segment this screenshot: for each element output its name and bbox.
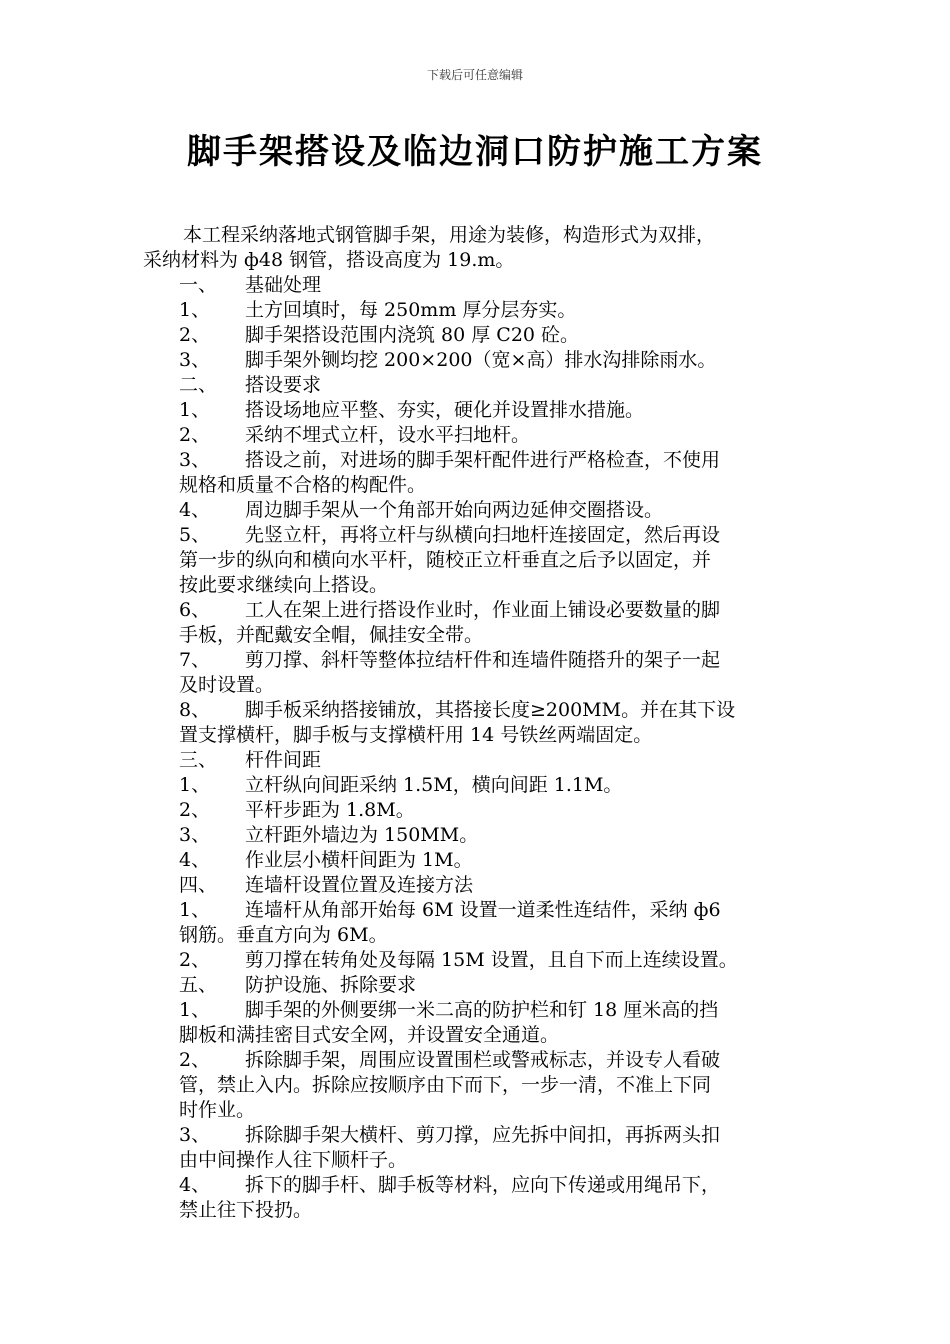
list-item	[179, 798, 823, 823]
document-title: 脚手架搭设及临边洞口防护施工方案	[187, 132, 763, 172]
list-item-number: 一、	[179, 274, 218, 296]
list-item-number: 1、	[179, 999, 211, 1021]
list-item-text: 搭设场地应平整、夯实，硬化并设置排水措施。	[245, 399, 645, 421]
list-item	[179, 373, 823, 398]
list-item	[179, 998, 823, 1023]
list-item	[179, 898, 823, 923]
list-item-number: 五、	[179, 974, 218, 996]
list-item	[179, 948, 823, 973]
list-item	[179, 823, 823, 848]
list-item-continuation: 钢筋。垂直方向为 6M。	[179, 924, 388, 946]
list-item	[179, 1173, 823, 1198]
list-item-number: 8、	[179, 699, 211, 721]
list-item-text: 防护设施、拆除要求	[245, 974, 417, 996]
list-item-continuation: 由中间操作人往下顺杆子。	[179, 1149, 408, 1171]
list-item	[179, 348, 823, 373]
list-item-number: 3、	[179, 449, 211, 471]
list-item-text: 连墙杆设置位置及连接方法	[245, 874, 474, 896]
list-item-text: 作业层小横杆间距为 1M。	[245, 849, 473, 871]
list-item-continuation: 管，禁止入内。拆除应按顺序由下而下，一步一清，不准上下同	[179, 1074, 712, 1096]
list-item	[179, 273, 823, 298]
list-item-text: 土方回填时，每 250mm 厚分层夯实。	[245, 299, 577, 321]
list-item	[179, 423, 823, 448]
list-item-continuation: 第一步的纵向和横向水平杆，随校正立杆垂直之后予以固定，并	[179, 549, 712, 571]
list-item	[179, 498, 823, 523]
list-item-text: 脚手架搭设范围内浇筑 80 厚 C20 砼。	[245, 324, 580, 346]
list-item-number: 4、	[179, 1174, 211, 1196]
list-item-continuation: 按此要求继续向上搭设。	[179, 574, 389, 596]
list-item-text: 连墙杆从角部开始每 6M 设置一道柔性连结件，采纳 ф6	[245, 899, 721, 921]
list-item	[179, 448, 823, 473]
list-item-number: 2、	[179, 324, 211, 346]
list-item-number: 二、	[179, 374, 218, 396]
list-item	[179, 848, 823, 873]
list-item-text: 立杆纵向间距采纳 1.5M，横向间距 1.1M。	[245, 774, 623, 796]
list-item-text: 脚手板采纳搭接铺放，其搭接长度≥200MM。并在其下设	[245, 699, 736, 721]
list-item-number: 三、	[179, 749, 218, 771]
list-item-text: 先竖立杆，再将立杆与纵横向扫地杆连接固定，然后再设	[245, 524, 721, 546]
list-item	[179, 323, 823, 348]
list-item-text: 采纳不埋式立杆，设水平扫地杆。	[245, 424, 531, 446]
list-item	[179, 298, 823, 323]
list-item-number: 1、	[179, 899, 211, 921]
list-item-number: 3、	[179, 349, 211, 371]
list-item-continuation: 脚板和满挂密目式安全网，并设置安全通道。	[179, 1024, 560, 1046]
list-item	[179, 523, 823, 548]
list-item-number: 1、	[179, 299, 211, 321]
list-item	[179, 698, 823, 723]
list-item-text: 拆除脚手架大横杆、剪刀撑，应先拆中间扣，再拆两头扣	[245, 1124, 721, 1146]
list-item-continuation: 规格和质量不合格的构配件。	[179, 474, 427, 496]
list-item	[179, 1123, 823, 1148]
list-item-text: 杆件间距	[245, 749, 322, 771]
list-item-text: 搭设之前，对进场的脚手架杆配件进行严格检查，不使用	[245, 449, 721, 471]
list-item-continuation: 禁止往下投扔。	[179, 1199, 313, 1221]
list-item	[179, 973, 823, 998]
list-item-number: 5、	[179, 524, 211, 546]
list-item-number: 四、	[179, 874, 218, 896]
numbered-list	[143, 273, 823, 1223]
list-item-text: 周边脚手架从一个角部开始向两边延伸交圈搭设。	[245, 499, 664, 521]
list-item-number: 2、	[179, 1049, 211, 1071]
list-item-text: 剪刀撑在转角处及每隔 15M 设置，且自下而上连续设置。	[245, 949, 738, 971]
list-item-continuation: 手板，并配戴安全帽，佩挂安全带。	[179, 624, 484, 646]
list-item	[179, 1048, 823, 1073]
intro-line-2: 采纳材料为 ф48 钢管，搭设高度为 19.m。	[143, 249, 515, 271]
list-item-number: 3、	[179, 1124, 211, 1146]
list-item-number: 2、	[179, 799, 211, 821]
list-item-number: 4、	[179, 499, 211, 521]
list-item-text: 搭设要求	[245, 374, 322, 396]
list-item	[179, 873, 823, 898]
header-note: 下载后可任意编辑	[426, 68, 523, 82]
document-body	[143, 223, 823, 1223]
list-item	[179, 398, 823, 423]
list-item-number: 2、	[179, 949, 211, 971]
list-item-text: 剪刀撑、斜杆等整体拉结杆件和连墙件随搭升的架子一起	[245, 649, 721, 671]
list-item-number: 6、	[179, 599, 211, 621]
list-item-text: 平杆步距为 1.8M。	[245, 799, 415, 821]
list-item-text: 脚手架的外侧要绑一米二高的防护栏和钉 18 厘米高的挡	[245, 999, 719, 1021]
list-item-number: 1、	[179, 399, 211, 421]
list-item-continuation: 时作业。	[179, 1099, 256, 1121]
list-item-text: 工人在架上进行搭设作业时，作业面上铺设必要数量的脚	[245, 599, 721, 621]
list-item	[179, 648, 823, 673]
list-item	[179, 773, 823, 798]
list-item-text: 基础处理	[245, 274, 322, 296]
list-item-text: 立杆距外墙边为 150MM。	[245, 824, 479, 846]
list-item	[179, 748, 823, 773]
list-item-continuation: 及时设置。	[179, 674, 275, 696]
list-item-continuation: 置支撑横杆，脚手板与支撑横杆用 14 号铁丝两端固定。	[179, 724, 653, 746]
list-item-number: 4、	[179, 849, 211, 871]
list-item-number: 1、	[179, 774, 211, 796]
list-item-number: 7、	[179, 649, 211, 671]
list-item-number: 2、	[179, 424, 211, 446]
list-item-text: 拆下的脚手杆、脚手板等材料，应向下传递或用绳吊下，	[245, 1174, 721, 1196]
list-item	[179, 598, 823, 623]
list-item-text: 拆除脚手架，周围应设置围栏或警戒标志，并设专人看破	[245, 1049, 721, 1071]
list-item-text: 脚手架外铡均挖 200×200（宽×高）排水沟排除雨水。	[245, 349, 717, 371]
list-item-number: 3、	[179, 824, 211, 846]
intro-line-1: 本工程采纳落地式钢管脚手架，用途为装修，构造形式为双排，	[183, 224, 716, 246]
